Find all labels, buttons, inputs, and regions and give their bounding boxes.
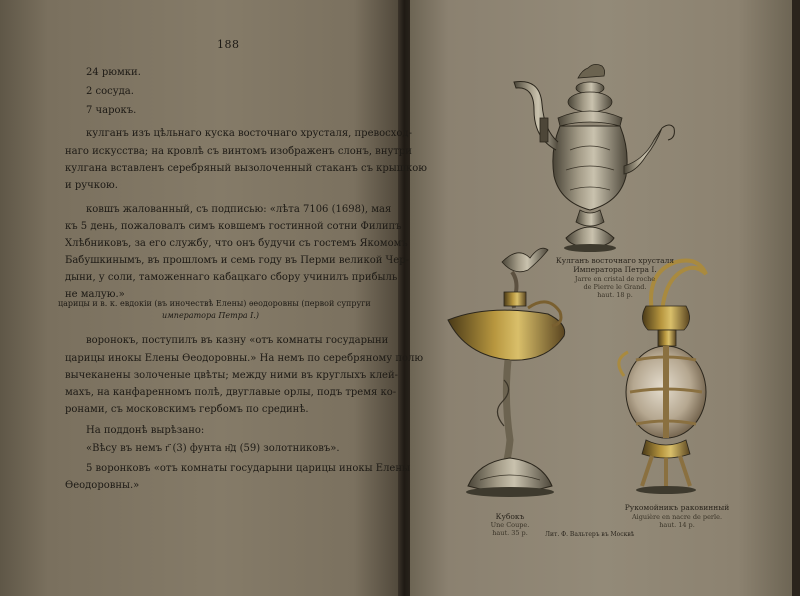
paragraph-voronok-line: ронами, съ московскимъ гербомъ по срединѣ. [65,404,309,415]
shell-ewer-caption-french: Aiguière en nacre de perle. [631,513,723,521]
paragraph-funnels-line: 5 воронковъ «отъ комнаты государыни царицы инокы Елены [86,463,410,474]
paragraph-kovsh-line: къ 5 день, пожаловалъ симъ ковшемъ гостинной сотни Филипъ [65,221,402,232]
paragraph-funnels-line: Ѳеодоровны.» [65,480,140,491]
paragraph-kulgan-line: кулганъ изъ цѣльнаго куска восточнаго хрусталя, превосход- [86,128,412,139]
paragraph-kulgan-line: и ручкою. [65,180,118,191]
shell-ewer-caption-height: haut. 14 p. [659,521,695,529]
section-heading: царицы и в. к. евдокіи (въ иночествѣ Елены) ѳеодоровны (первой супруги [58,299,371,308]
ewer-caption-french: Jarre en cristal de roche [574,275,656,283]
inventory-item-vessels: 2 сосуда. [86,86,134,97]
cup-caption-height: haut. 35 p. [492,529,528,537]
paragraph-voronok-line: воронокъ, поступилъ въ казну «отъ комнаты государыни [86,335,389,346]
paragraph-kovsh-line: не малую.» [65,289,125,300]
ewer-caption-title: Кулганъ восточнаго хрусталя [555,256,675,265]
paragraph-voronok-line: царицы инокы Елены Ѳеодоровны.» На немъ по серебряному полю [65,353,424,364]
inventory-item-cups: 7 чарокъ. [86,105,137,116]
paragraph-voronok-line: вычеканены золоченые цвѣты; между ними въ круглыхъ клей- [65,370,399,381]
ewer-caption-french: de Pierre le Grand. [583,283,647,291]
cup-caption-french: Une Coupe. [490,521,530,529]
inscription-text: «Вѣсу въ немъ г҃ (3) фунта н҃д (59) золотниковъ». [86,443,340,454]
paragraph-voronok-line: махъ, на канфаренномъ полѣ, двуглавые орлы, подъ тремя ко- [65,387,397,398]
paragraph-kulgan-line: кулгана вставленъ серебряный вызолоченный стаканъ съ крышкою [65,163,427,174]
cup-caption-title: Кубокъ [495,512,525,521]
section-heading-continued: императора Петра I.) [162,311,259,320]
inscription-intro: На поддонѣ вырѣзано: [86,425,205,436]
rock-crystal-ewer-illustration [514,64,674,252]
paragraph-kovsh-line: Хлѣбниковъ, за его службу, что онъ будучи съ гостемъ Якомомъ [65,238,408,249]
paragraph-kovsh-line: Бабушкинымъ, въ прошломъ и семь году въ Перми великой Чер- [65,255,409,266]
ewer-caption-subtitle: Императора Петра I. [573,265,657,274]
page-number: 188 [217,38,240,51]
ewer-caption-height: haut. 18 p. [597,291,633,299]
paragraph-kulgan-line: наго искусства; на кровлѣ съ винтомъ изображенъ слонъ, внутри [65,146,412,157]
inventory-item-glasses: 24 рюмки. [86,67,141,78]
paragraph-kovsh-line: ковшъ жалованный, съ подписью: «лѣта 7106 (1698), мая [86,204,392,215]
paragraph-kovsh-line: дыни, у соли, таможеннаго кабацкаго сбору учинилъ прибыль [65,272,398,283]
lithographer-imprint: Лит. Ф. Вальтеръ въ Москвѣ [545,531,635,538]
shell-ewer-caption-title: Рукомойникъ раковинный [624,503,730,512]
